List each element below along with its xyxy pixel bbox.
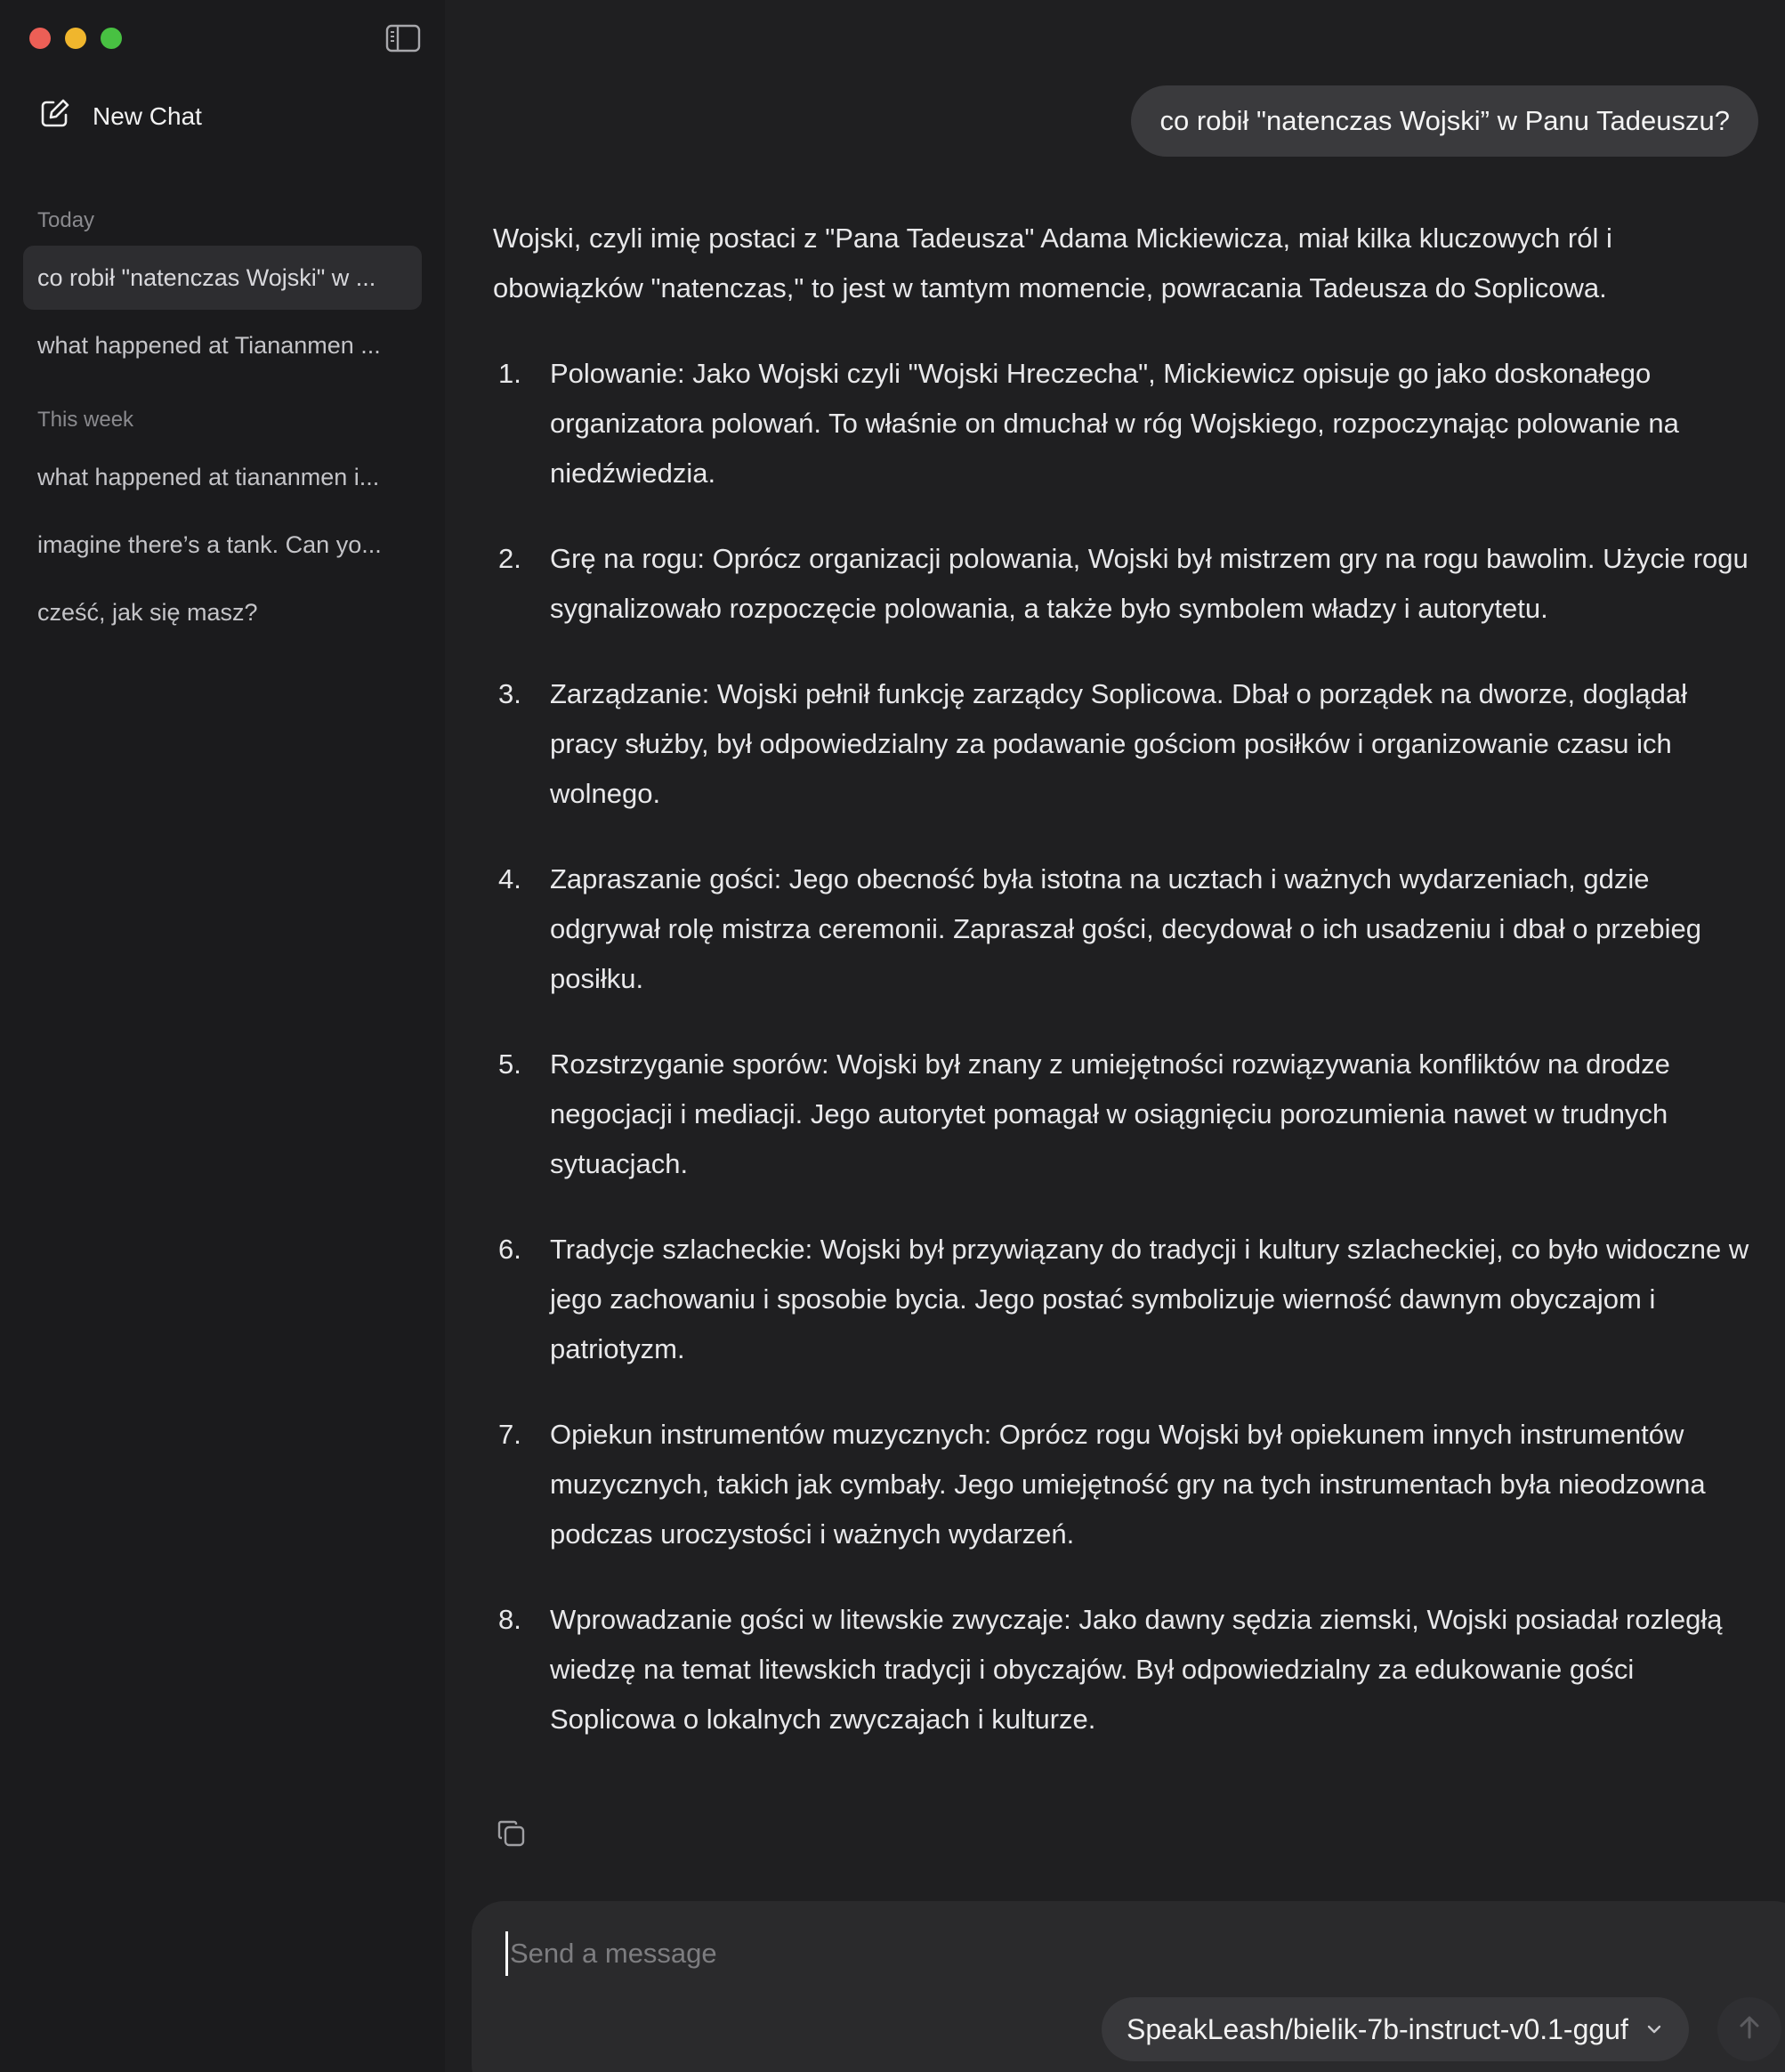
sidebar-toggle-icon[interactable] <box>385 24 421 53</box>
list-number: 2. <box>498 543 521 574</box>
message-input[interactable] <box>505 1931 1662 1976</box>
close-window-button[interactable] <box>29 28 51 49</box>
sidebar <box>0 0 445 2072</box>
section-label-today: Today <box>37 208 95 232</box>
assistant-list <box>493 349 1757 1744</box>
list-text: Polowanie: Jako Wojski czyli "Wojski Hreczecha", Mickiewicz opisuje go jako doskonałego organizatora polowań. To właśnie on dmuchał w róg Wojskiego, rozpoczynając polowanie na niedźwiedzia. <box>550 358 1679 489</box>
list-text: Zapraszanie gości: Jego obecność była istotna na ucztach i ważnych wydarzeniach, gdzie odgrywał rolę mistrza ceremonii. Zapraszał gości, decydował o ich usadzeniu i dbał o przebieg posiłku. <box>550 863 1702 994</box>
maximize-window-button[interactable] <box>101 28 122 49</box>
copy-icon[interactable] <box>497 1818 527 1849</box>
list-number: 1. <box>498 358 521 389</box>
chevron-down-icon <box>1644 2013 1664 2046</box>
list-text: Wprowadzanie gości w litewskie zwyczaje: Jako dawny sędzia ziemski, Wojski posiadał rozległą wiedzę na temat litewskich tradycji i obyczajów. Był odpowiedzialny za edukowanie gości Soplicowa o lokalnych zwyczajach i kulturze. <box>550 1604 1723 1735</box>
list-number: 5. <box>498 1048 521 1080</box>
assistant-message <box>493 214 1757 1780</box>
list-item <box>493 1410 1757 1559</box>
new-chat-button[interactable] <box>39 97 202 135</box>
arrow-up-icon <box>1735 2013 1764 2046</box>
list-item <box>493 534 1757 634</box>
list-number: 3. <box>498 678 521 709</box>
user-message-bubble: co robił "natenczas Wojski” w Panu Tadeuszu? <box>1131 85 1758 157</box>
model-name: SpeakLeash/bielik-7b-instruct-v0.1-gguf <box>1127 2012 1628 2045</box>
minimize-window-button[interactable] <box>65 28 86 49</box>
chat-history-item[interactable]: what happened at Tiananmen ... <box>37 331 381 359</box>
section-label-this-week: This week <box>37 408 134 432</box>
list-item <box>493 1225 1757 1374</box>
list-number: 7. <box>498 1419 521 1450</box>
list-number: 8. <box>498 1604 521 1635</box>
list-text: Grę na rogu: Oprócz organizacji polowania, Wojski był mistrzem gry na rogu bawolim. Użycie rogu sygnalizowało rozpoczęcie polowania, a także było symbolem władzy i autorytetu. <box>550 543 1749 624</box>
list-item <box>493 349 1757 498</box>
model-selector[interactable] <box>1102 1997 1689 2061</box>
list-item <box>493 1595 1757 1744</box>
chat-main <box>445 0 1785 2072</box>
assistant-intro: Wojski, czyli imię postaci z "Pana Tadeusza" Adama Mickiewicza, miał kilka kluczowych ról i obowiązków "natenczas," to jest w tamtym momencie, powracania Tadeusza do Soplicowa. <box>493 223 1612 304</box>
chat-history-item[interactable]: cześć, jak się masz? <box>37 598 258 626</box>
list-text: Opiekun instrumentów muzycznych: Oprócz rogu Wojski był opiekunem innych instrumentów muzycznych, takich jak cymbały. Jego umiejętność gry na tych instrumentach była nieodzowna podczas uroczystości i ważnych wydarzeń. <box>550 1419 1706 1550</box>
window-controls <box>29 28 122 49</box>
list-item <box>493 1040 1757 1189</box>
new-chat-label: New Chat <box>93 101 202 130</box>
chat-history-item[interactable]: what happened at tiananmen i... <box>37 463 380 490</box>
chat-history-item[interactable]: co robił "natenczas Wojski" w ... <box>23 246 422 310</box>
list-item <box>493 854 1757 1004</box>
list-text: Tradycje szlacheckie: Wojski był przywiązany do tradycji i kultury szlacheckiej, co było widoczne w jego zachowaniu i sposobie bycia. Jego postać symbolizuje wierność dawnym obyczajom i patriotyzm. <box>550 1234 1749 1364</box>
send-button[interactable] <box>1717 1997 1781 2061</box>
chat-history-item[interactable]: imagine there’s a tank. Can yo... <box>37 530 382 558</box>
list-number: 6. <box>498 1234 521 1265</box>
compose-icon <box>39 97 71 135</box>
list-item <box>493 669 1757 819</box>
list-number: 4. <box>498 863 521 894</box>
list-text: Zarządzanie: Wojski pełnił funkcję zarządcy Soplicowa. Dbał o porządek na dworze, doglądał pracy służby, był odpowiedzialny za podawanie gościom posiłków i organizowanie czasu ich wolnego. <box>550 678 1687 809</box>
list-text: Rozstrzyganie sporów: Wojski był znany z umiejętności rozwiązywania konfliktów na drodze negocjacji i mediacji. Jego autorytet pomagał w osiągnięciu porozumienia nawet w trudnych sytuacjach. <box>550 1048 1670 1179</box>
